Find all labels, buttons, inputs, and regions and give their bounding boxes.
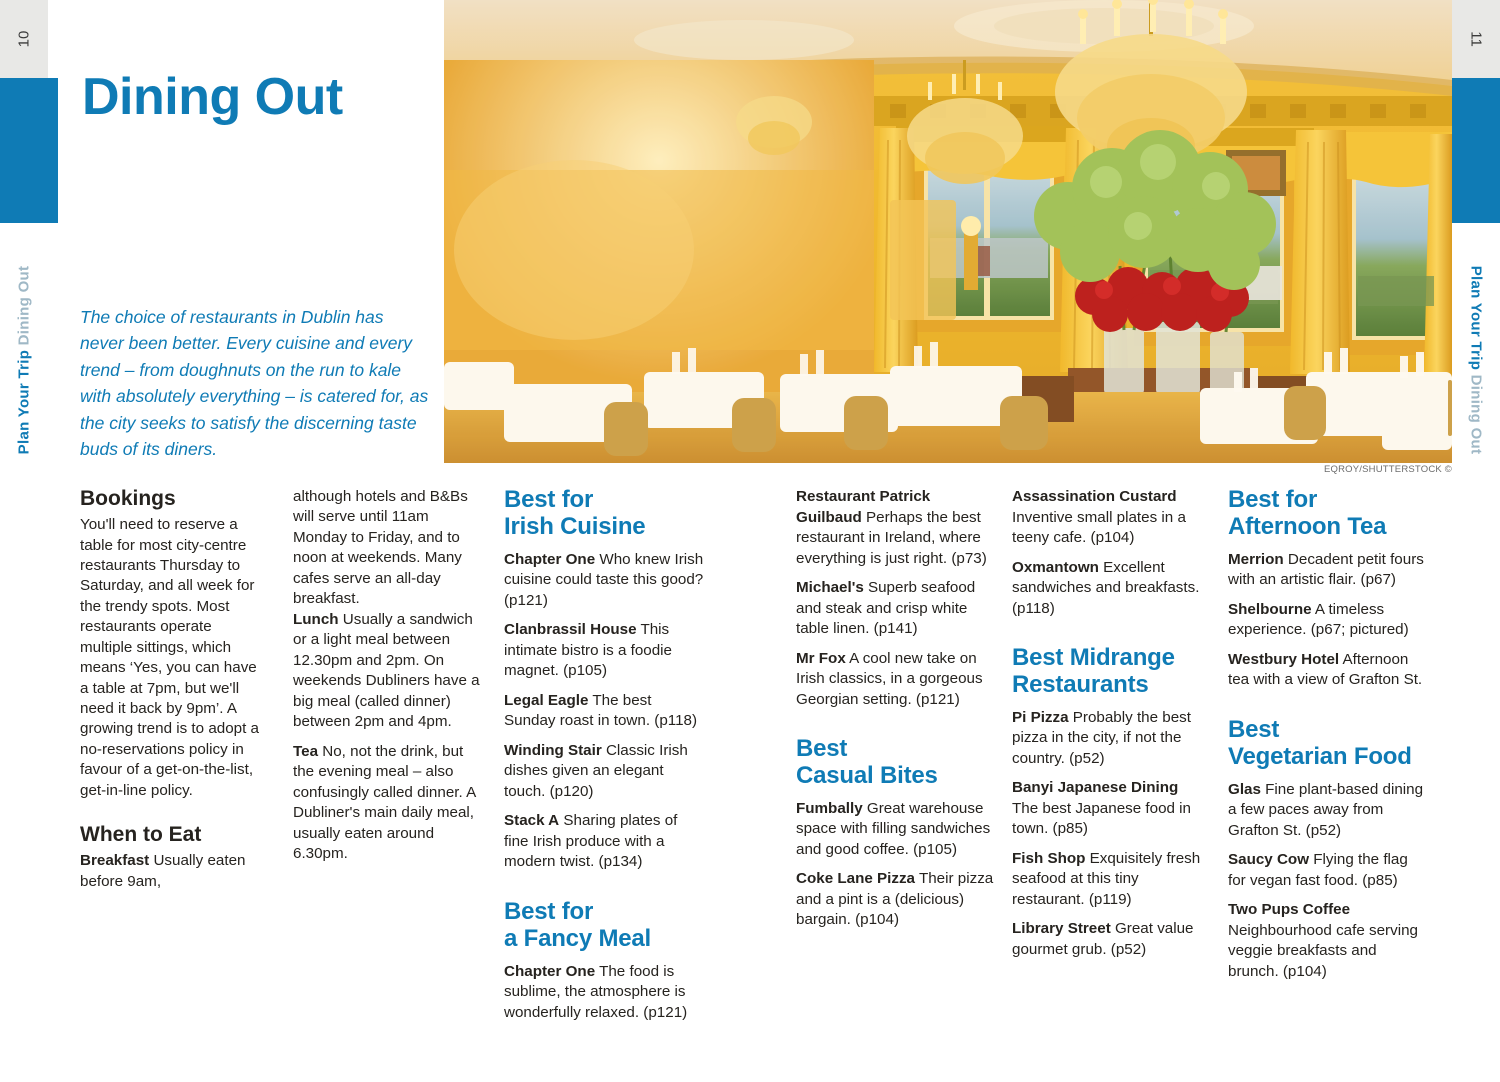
restaurant-interior-illustration bbox=[444, 0, 1452, 463]
heading-line-2: Afternoon Tea bbox=[1228, 512, 1387, 540]
heading-line-1: Best bbox=[1228, 715, 1280, 743]
column-afternoon-tea-vegetarian bbox=[1228, 487, 1428, 991]
list-item bbox=[1012, 849, 1204, 911]
list-item bbox=[504, 550, 704, 612]
entry-text: Inventive small plates in a teeny cafe. (p104) bbox=[1012, 508, 1186, 547]
heading-best-casual-bites bbox=[796, 736, 996, 790]
heading-line-2: Vegetarian Food bbox=[1228, 742, 1412, 770]
heading-line-1: Best for bbox=[504, 486, 594, 513]
heading-when-to-eat: When to Eat bbox=[80, 823, 202, 847]
chapter-color-band-left bbox=[0, 78, 58, 223]
entry-text: A cool new take on Irish classics, in a gorgeous Georgian setting. (p121) bbox=[796, 649, 983, 708]
heading-best-fancy-meal bbox=[504, 899, 704, 953]
list-item bbox=[504, 962, 704, 1024]
heading-best-midrange-restaurants bbox=[1012, 645, 1204, 699]
list-item bbox=[1012, 919, 1204, 960]
meal-breakfast bbox=[80, 851, 262, 892]
entry-text: Probably the best pizza in the city, if not the country. (p52) bbox=[1012, 708, 1191, 767]
list-item bbox=[1012, 487, 1204, 549]
entry-name: Oxmantown bbox=[1012, 558, 1099, 576]
entry-name: Fumbally bbox=[796, 799, 863, 817]
list-item bbox=[504, 811, 704, 873]
meal-tea-label: Tea bbox=[293, 742, 319, 760]
list-item bbox=[504, 741, 704, 803]
entry-name: Saucy Cow bbox=[1228, 851, 1310, 869]
column-bookings bbox=[80, 487, 262, 901]
list-item bbox=[1012, 708, 1204, 770]
entry-text: The best Japanese food in town. (p85) bbox=[1012, 799, 1192, 838]
meal-lunch-label: Lunch bbox=[293, 610, 339, 628]
page-number-tab-left bbox=[0, 0, 48, 78]
meal-lunch bbox=[293, 610, 483, 733]
entry-name: Assassination Custard bbox=[1012, 488, 1177, 505]
list-item bbox=[796, 578, 996, 640]
heading-bookings: Bookings bbox=[80, 487, 176, 510]
entry-name: Glas bbox=[1228, 780, 1261, 798]
heading-line-1: Best for bbox=[504, 897, 594, 925]
column-fancy-meal-continued bbox=[796, 487, 996, 940]
chapter-thumb-subtitle-left: Dining Out bbox=[15, 265, 33, 346]
entry-name: Pi Pizza bbox=[1012, 708, 1069, 726]
page-number-tab-right bbox=[1452, 0, 1500, 78]
entry-text: Classic Irish dishes given an elegant touch. (p120) bbox=[504, 741, 688, 800]
meal-lunch-text: Usually a sandwich or a light meal between 12.30pm and 2pm. On weekends Dubliners have a big meal (called dinner) between 2pm and 4pm. bbox=[293, 610, 480, 731]
entry-text: Perhaps the best restaurant in Ireland, where everything is just right. (p73) bbox=[796, 508, 987, 567]
chapter-thumb-label-left bbox=[0, 235, 48, 485]
entry-text: Their pizza and a pint is a (delicious) bargain. (p104) bbox=[796, 870, 994, 929]
entry-text: Exquisitely fresh seafood at this tiny restaurant. (p119) bbox=[1012, 849, 1201, 908]
entry-name: Legal Eagle bbox=[504, 691, 589, 709]
entry-name: Merrion bbox=[1228, 550, 1284, 568]
entry-name: Chapter One bbox=[504, 550, 596, 568]
heading-best-irish-cuisine bbox=[504, 487, 704, 541]
intro-paragraph: The choice of restaurants in Dublin has never been better. Every cuisine and every trend – from doughnuts on the run to kale with absolutely everything – is catered for, as the city seeks to satisfy the discerning taste buds of its diners. bbox=[80, 306, 429, 460]
heading-line-2: Restaurants bbox=[1012, 670, 1149, 698]
bookings-paragraph: You'll need to reserve a table for most city-centre restaurants Thursday to Saturday, and all week for the trendy spots. Most restaurants operate multiple sittings, which means ‘Yes, you can have a table at 7pm, but we'll need it back by 9pm’. A growing trend is to adopt a no-reservations policy in favour of a get-on-the-list, get-in-line policy. bbox=[80, 516, 259, 799]
heading-line-1: Best Midrange bbox=[1012, 644, 1175, 672]
list-item bbox=[1012, 778, 1204, 840]
entry-text: Neighbourhood cafe serving veggie breakfasts and brunch. (p104) bbox=[1228, 921, 1418, 980]
entry-text: Fine plant-based dining a few paces away from Grafton St. (p52) bbox=[1228, 780, 1424, 839]
list-item bbox=[796, 799, 996, 861]
chapter-thumb-title-left: Plan Your Trip bbox=[15, 349, 33, 455]
entry-name: Banyi Japanese Dining bbox=[1012, 779, 1179, 797]
entry-text: Flying the flag for vegan fast food. (p85) bbox=[1228, 851, 1408, 889]
entry-text: This intimate bistro is a foodie magnet. (p105) bbox=[504, 621, 672, 680]
entry-name: Winding Stair bbox=[504, 741, 602, 759]
heading-line-2: Irish Cuisine bbox=[504, 512, 646, 540]
entry-name: Westbury Hotel bbox=[1228, 650, 1340, 668]
entry-text: Afternoon tea with a view of Grafton St. bbox=[1228, 650, 1423, 689]
entry-text: A timeless experience. (p67; pictured) bbox=[1228, 600, 1409, 639]
list-item bbox=[796, 487, 996, 569]
heading-line-2: Casual Bites bbox=[796, 762, 938, 790]
entry-text: The best Sunday roast in town. (p118) bbox=[504, 691, 698, 730]
entry-text: Great value gourmet grub. (p52) bbox=[1012, 920, 1194, 958]
entry-name: Clanbrassil House bbox=[504, 621, 637, 639]
heading-line-2: a Fancy Meal bbox=[504, 924, 652, 952]
article-columns bbox=[80, 487, 1428, 1047]
meal-tea bbox=[293, 742, 483, 865]
entry-name: Coke Lane Pizza bbox=[796, 870, 916, 888]
list-item bbox=[796, 649, 996, 711]
entry-text: Superb seafood and steak and crisp white table linen. (p141) bbox=[796, 579, 976, 638]
column-midrange bbox=[1012, 487, 1204, 970]
list-item bbox=[1228, 780, 1428, 842]
heading-line-1: Best bbox=[796, 735, 848, 763]
heading-line-1: Best for bbox=[1228, 486, 1318, 513]
entry-name: Chapter One bbox=[504, 962, 596, 980]
list-item bbox=[796, 869, 996, 931]
entry-text: Excellent sandwiches and breakfasts. (p118) bbox=[1012, 558, 1200, 617]
entry-name: Restaurant Patrick Guilbaud bbox=[796, 488, 931, 526]
column-irish-cuisine bbox=[504, 487, 704, 1032]
entry-text: Who knew Irish cuisine could taste this good? (p121) bbox=[504, 550, 704, 609]
heading-best-afternoon-tea bbox=[1228, 487, 1428, 541]
photo-credit: EQROY/SHUTTERSTOCK © bbox=[1323, 464, 1452, 475]
entry-text: Decadent petit fours with an artistic flair. (p67) bbox=[1228, 550, 1424, 589]
entry-text: The food is sublime, the atmosphere is wonderfully relaxed. (p121) bbox=[504, 962, 688, 1021]
list-item bbox=[504, 691, 704, 732]
chapter-thumb-title-right: Plan Your Trip bbox=[1467, 265, 1485, 371]
column-meal-times bbox=[293, 487, 483, 874]
page-title: Dining Out bbox=[82, 67, 343, 126]
list-item bbox=[1228, 550, 1428, 591]
chapter-thumb-subtitle-right: Dining Out bbox=[1467, 374, 1485, 455]
list-item bbox=[1228, 850, 1428, 891]
chapter-thumb-label-right bbox=[1452, 235, 1500, 485]
entry-name: Michael's bbox=[796, 579, 864, 597]
meal-breakfast-label: Breakfast bbox=[80, 852, 150, 870]
meal-breakfast-text: Usually eaten before 9am, bbox=[80, 852, 246, 890]
list-item bbox=[1228, 650, 1428, 691]
list-item bbox=[504, 620, 704, 682]
meal-tea-text: No, not the drink, but the evening meal – also confusingly called dinner. A Dubliner's main daily meal, usually eaten around 6.30pm. bbox=[293, 742, 476, 863]
list-item bbox=[1228, 900, 1428, 982]
entry-name: Library Street bbox=[1012, 920, 1111, 938]
list-item bbox=[1012, 558, 1204, 620]
entry-text: Great warehouse space with filling sandwiches and good coffee. (p105) bbox=[796, 799, 991, 858]
heading-best-vegetarian-food bbox=[1228, 717, 1428, 771]
page-number-right: 11 bbox=[1467, 31, 1485, 47]
entry-text: Sharing plates of fine Irish produce with a modern twist. (p134) bbox=[504, 812, 678, 871]
entry-name: Shelbourne bbox=[1228, 600, 1312, 618]
entry-name: Stack A bbox=[504, 812, 560, 830]
entry-name: Two Pups Coffee bbox=[1228, 901, 1351, 919]
entry-name: Fish Shop bbox=[1012, 849, 1086, 867]
list-item bbox=[1228, 600, 1428, 641]
entry-name: Mr Fox bbox=[796, 649, 846, 667]
hero-photo bbox=[444, 0, 1452, 463]
page-number-left: 10 bbox=[15, 30, 33, 48]
breakfast-continued: although hotels and B&Bs will serve until 11am Monday to Friday, and to noon at weekends. Many cafes serve an all-day breakfast. bbox=[293, 488, 468, 608]
